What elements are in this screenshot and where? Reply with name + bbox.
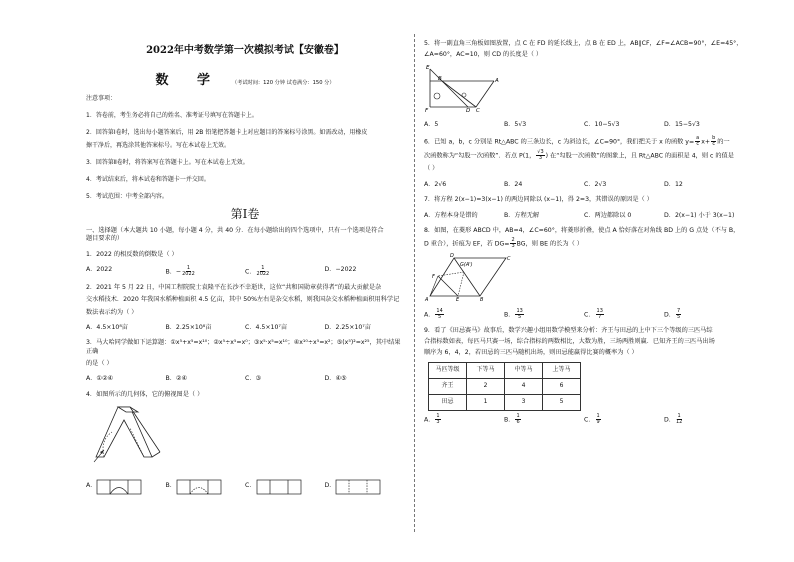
note-item: 5．考试范围：中考全部内容。 [86,192,168,200]
options-row [86,479,404,495]
label-e: E [426,64,430,71]
numerator: 1 [516,412,520,419]
option-prefix: B．− [165,268,182,276]
question-5 [424,40,744,129]
question-1 [86,251,404,277]
option-d: D．−2022 [324,265,357,273]
fraction [676,414,682,425]
table-header-cell: 中等马 [505,362,543,378]
option-prefix: C． [245,268,256,276]
question-3 [86,339,404,383]
numerator: 1 [677,412,681,419]
view-d-icon [335,479,381,495]
option-b: B．2.25×10⁸亩 [165,324,212,332]
section-title: 第Ⅰ卷 [230,206,260,221]
note-item: 2．回答第Ⅰ卷时，选出每小题答案后，用 2B 铅笔把答题卡上对应题目的答案标号涂黑。如需改动，用橡皮 [86,128,368,136]
question-8 [424,227,744,320]
fraction [435,309,443,320]
question-line: 交水稻技术．2020 年我国水稻种植面积 4.5 亿亩，其中 50%左右是杂交水稻，则我国杂交水稻种植面积用科学记 [86,296,400,304]
option-a: A．2√6 [424,180,447,188]
part1-intro [86,227,404,244]
label-c: C [476,107,480,113]
note-item: 擦干净后，再选涂其他答案标号。写在本试卷上无效。 [86,141,231,149]
question-6 [424,136,744,189]
label-f: F [432,274,435,281]
table-cell: 田忌 [429,394,467,410]
subject-title: 数 学 [155,72,222,88]
question-line: 数法表示约为（ ） [86,308,138,316]
exam-title: 2022年中考数学第一次模拟考试【安徽卷】 [146,45,344,56]
option-c: C．4.5×10⁷亩 [245,324,288,332]
text-segment: ) 在“勾股一次函数”的图象上，且 Rt△ABC 的面积是 4，则 c 的值是 [545,152,734,160]
table-cell: 5 [543,394,581,410]
question-stem: 7．将方程 2(x−1)=3(x−1) 的两边同除以 (x−1)，得 2=3，其错误的原因是（ ） [424,196,653,204]
denominator: 5 [438,313,442,320]
question-line: 2．2021 年 5 月 22 日，中国工程院院士袁隆平在长沙不幸逝世，这位“共和国勋章获得者”的最大贡献是杂 [86,283,382,291]
option-a: A．2022 [86,265,113,273]
denominator: c [712,141,716,148]
option-b [504,309,584,320]
option-prefix: D． [664,416,675,424]
text-segment: 6．已知 a，b，c 分别是 Rt△ABC 的三条边长，c 为斜边长，∠C=90°，我们把关于 x 的函数 y= [424,138,695,146]
fraction [435,414,440,425]
note-item: 4．考试结束后，将本试卷和答题卡一并交回。 [86,175,210,183]
right-column [424,40,744,425]
option-a: A．方程本身是错的 [424,211,478,219]
numerator: 1 [261,264,265,271]
table-row [429,378,581,394]
denominator: 2022 [182,270,195,277]
question-2 [86,284,404,332]
question-line: 合指标数如表，每匹马只赛一场，综合指标的两数相比，大数为胜，三场两胜则赢．已知齐王的三匹马出场 [424,337,715,345]
option-b: B．方程无解 [504,211,540,219]
label-c: C [507,256,511,263]
table-cell: 4 [505,378,543,394]
denominator: c [696,141,700,148]
option-d: D．12 [664,180,683,188]
option-c: C．2√3 [584,180,607,188]
fraction [536,150,544,161]
fraction [676,309,681,320]
numerator: a [696,135,700,142]
option-c [584,309,664,320]
question-line [424,238,744,249]
question-line: 8．如图，在菱形 ABCD 中，AB=4，∠C=60°，将菱形折叠，使点 A 恰好落在对角线 BD 上的 G 点处（不与 B， [424,226,740,234]
option-d: D．2(x−1) 小于 3(x−1) [664,211,735,219]
denominator: 9 [596,418,600,425]
option-prefix: B． [504,416,515,424]
numerator: 2 [511,237,515,244]
option-prefix: D． [664,311,675,319]
option-c [245,266,325,277]
denominator: 6 [516,418,520,425]
label-b: B [438,75,442,82]
numerator: 13 [516,307,523,314]
question-line: 的是（ ） [86,360,113,368]
option-b [504,414,584,425]
option-prefix: C． [584,416,595,424]
fraction [596,414,601,425]
denominator: 5 [518,313,522,320]
table-header-cell: 下等马 [467,362,505,378]
option-label: D． [324,482,336,490]
option-a [424,309,504,320]
label-a: A [425,297,429,303]
option-a: A．4.5×10⁸亩 [86,324,128,332]
question-line: 5．将一副直角三角板如图放置，点 C 在 FD 的延长线上，点 B 在 ED 上，AB∥CF，∠F=∠ACB=90°，∠E=45°， [424,40,743,47]
label-g: G(A') [460,262,473,269]
column-divider [414,34,415,532]
options-row [424,309,744,320]
option-d [325,479,405,495]
arch-solid-figure [86,402,166,464]
option-prefix: A． [424,311,435,319]
fraction [182,266,195,277]
denominator: 12 [675,418,683,425]
note-item: 1．答卷前，考生务必将自己的姓名、准考证号填写在答题卡上。 [86,111,258,119]
options-row [424,121,744,129]
question-9 [424,327,744,425]
option-c: C．③ [245,375,262,383]
label-f: F [425,107,429,113]
fraction [515,309,523,320]
intro-line: 一、选择题（本大题共 10 小题，每小题 4 分，共 40 分．在每小题给出的四个选项中，只有一个选项是符合 [86,226,384,234]
option-b [166,479,246,495]
text-segment: 的一 [717,138,730,146]
denominator: 7 [598,313,602,320]
denominator: 3 [511,243,515,250]
question-line: （ ） [424,165,439,173]
fraction [596,309,604,320]
fraction [711,136,716,147]
text-segment: 次函数称为“勾股一次函数”．若点 P(1， [424,152,536,160]
option-a [424,414,504,425]
table-row [429,394,581,410]
text-segment: BG，则 BE 的长为（ ） [516,240,583,248]
question-line: ∠A=60°，AC=10，则 CD 的长度是（ ） [424,51,543,59]
question-line: 9．看了《田忌赛马》故事后，数学兴趣小组用数学模型来分析：齐王与田忌的上中下三个等级的三匹马综 [424,326,713,334]
question-stem: 1．2022 的相反数的倒数是（ ） [86,250,178,258]
denominator: 5 [676,313,681,320]
options-row [86,375,404,383]
text-segment: x+ [701,138,711,146]
question-line [424,136,744,147]
fraction [510,238,515,249]
view-a-icon [96,479,142,495]
fraction [695,136,700,147]
exam-meta: （考试时间：120 分钟 试卷满分：150 分） [231,79,335,86]
text-segment: D 重合），折痕为 EF，若 DG= [424,240,510,248]
subject-row [86,72,404,90]
options-row [424,181,744,189]
fraction [515,414,520,425]
view-b-icon [176,479,222,495]
option-prefix: C． [584,311,595,319]
table-cell: 3 [505,394,543,410]
view-c-icon [256,479,302,495]
option-b [166,266,246,277]
option-b: B．5√3 [504,121,527,129]
table-cell: 1 [467,394,505,410]
option-a [86,479,166,495]
option-label: B． [165,482,176,490]
option-prefix: A． [424,416,435,424]
table-cell: 齐王 [429,378,467,394]
options-row [424,414,744,425]
options-row [424,212,744,220]
option-d: D．2.25×10⁷亩 [324,324,371,332]
option-d [664,309,744,320]
option-d [664,414,744,425]
option-a: A．5 [424,121,439,129]
numerator: 13 [596,307,603,314]
option-b: B．②④ [165,375,188,383]
question-7 [424,196,744,220]
numerator: 14 [436,307,443,314]
question-line: 顺序为 6，4，2，若田忌的三匹马随机出场，则田忌能赢得比赛的概率为（ ） [424,349,638,357]
label-a: A [495,77,499,84]
options-row [86,324,404,332]
option-a: A．①②④ [86,375,114,383]
numerator: √3 [537,149,544,156]
numerator: 1 [596,412,600,419]
question-stem: 4．如图所示的几何体，它的俯视图是（ ） [86,390,204,398]
fraction [257,266,270,277]
rhombus-figure [424,252,514,302]
numerator: b [712,135,716,142]
option-label: C． [245,482,256,490]
table-header-cell: 上等马 [543,362,581,378]
option-c [245,479,325,495]
numerator: 1 [436,412,440,419]
notes-heading: 注意事项： [86,95,117,103]
table-cell: 2 [467,378,505,394]
horse-table [428,362,581,411]
label-e: E [456,297,460,303]
option-c: C．两边都除以 0 [584,211,632,219]
table-cell: 6 [543,378,581,394]
option-label: A． [86,482,97,490]
question-line [424,150,744,161]
triangle-rulers-figure [424,63,514,113]
note-item: 3．回答第Ⅱ卷时，将答案写在答题卡上。写在本试卷上无效。 [86,158,249,166]
label-d: D [466,107,471,113]
option-prefix: B． [504,311,515,319]
table-header-cell: 马匹等级 [429,362,467,378]
denominator: 3 [436,418,440,425]
options-row [86,266,404,277]
option-d: D．④⑤ [324,375,347,383]
numerator: 7 [676,307,681,314]
option-c [584,414,664,425]
denominator: 3 [538,155,543,162]
table-header-row [429,362,581,378]
option-d: D．15−5√3 [664,121,700,129]
question-line: 3．马大哈同学做如下运算题：①x⁵+x⁵=x¹⁰；②x⁵÷x⁵=x⁰；③x⁵·x⁵=x¹⁰；④x¹⁰÷x⁵=x²；⑤(x⁵)²=x²⁵，其中结果正确 [86,339,401,355]
option-c: C．10−5√3 [584,121,620,129]
question-4 [86,391,404,495]
intro-line: 题目要求的） [86,235,124,243]
option-b: B．24 [504,180,523,188]
denominator: 2022 [256,270,270,277]
label-d: D [450,253,454,260]
left-column [86,34,404,495]
numerator: 1 [186,264,191,271]
label-b: B [480,297,484,303]
